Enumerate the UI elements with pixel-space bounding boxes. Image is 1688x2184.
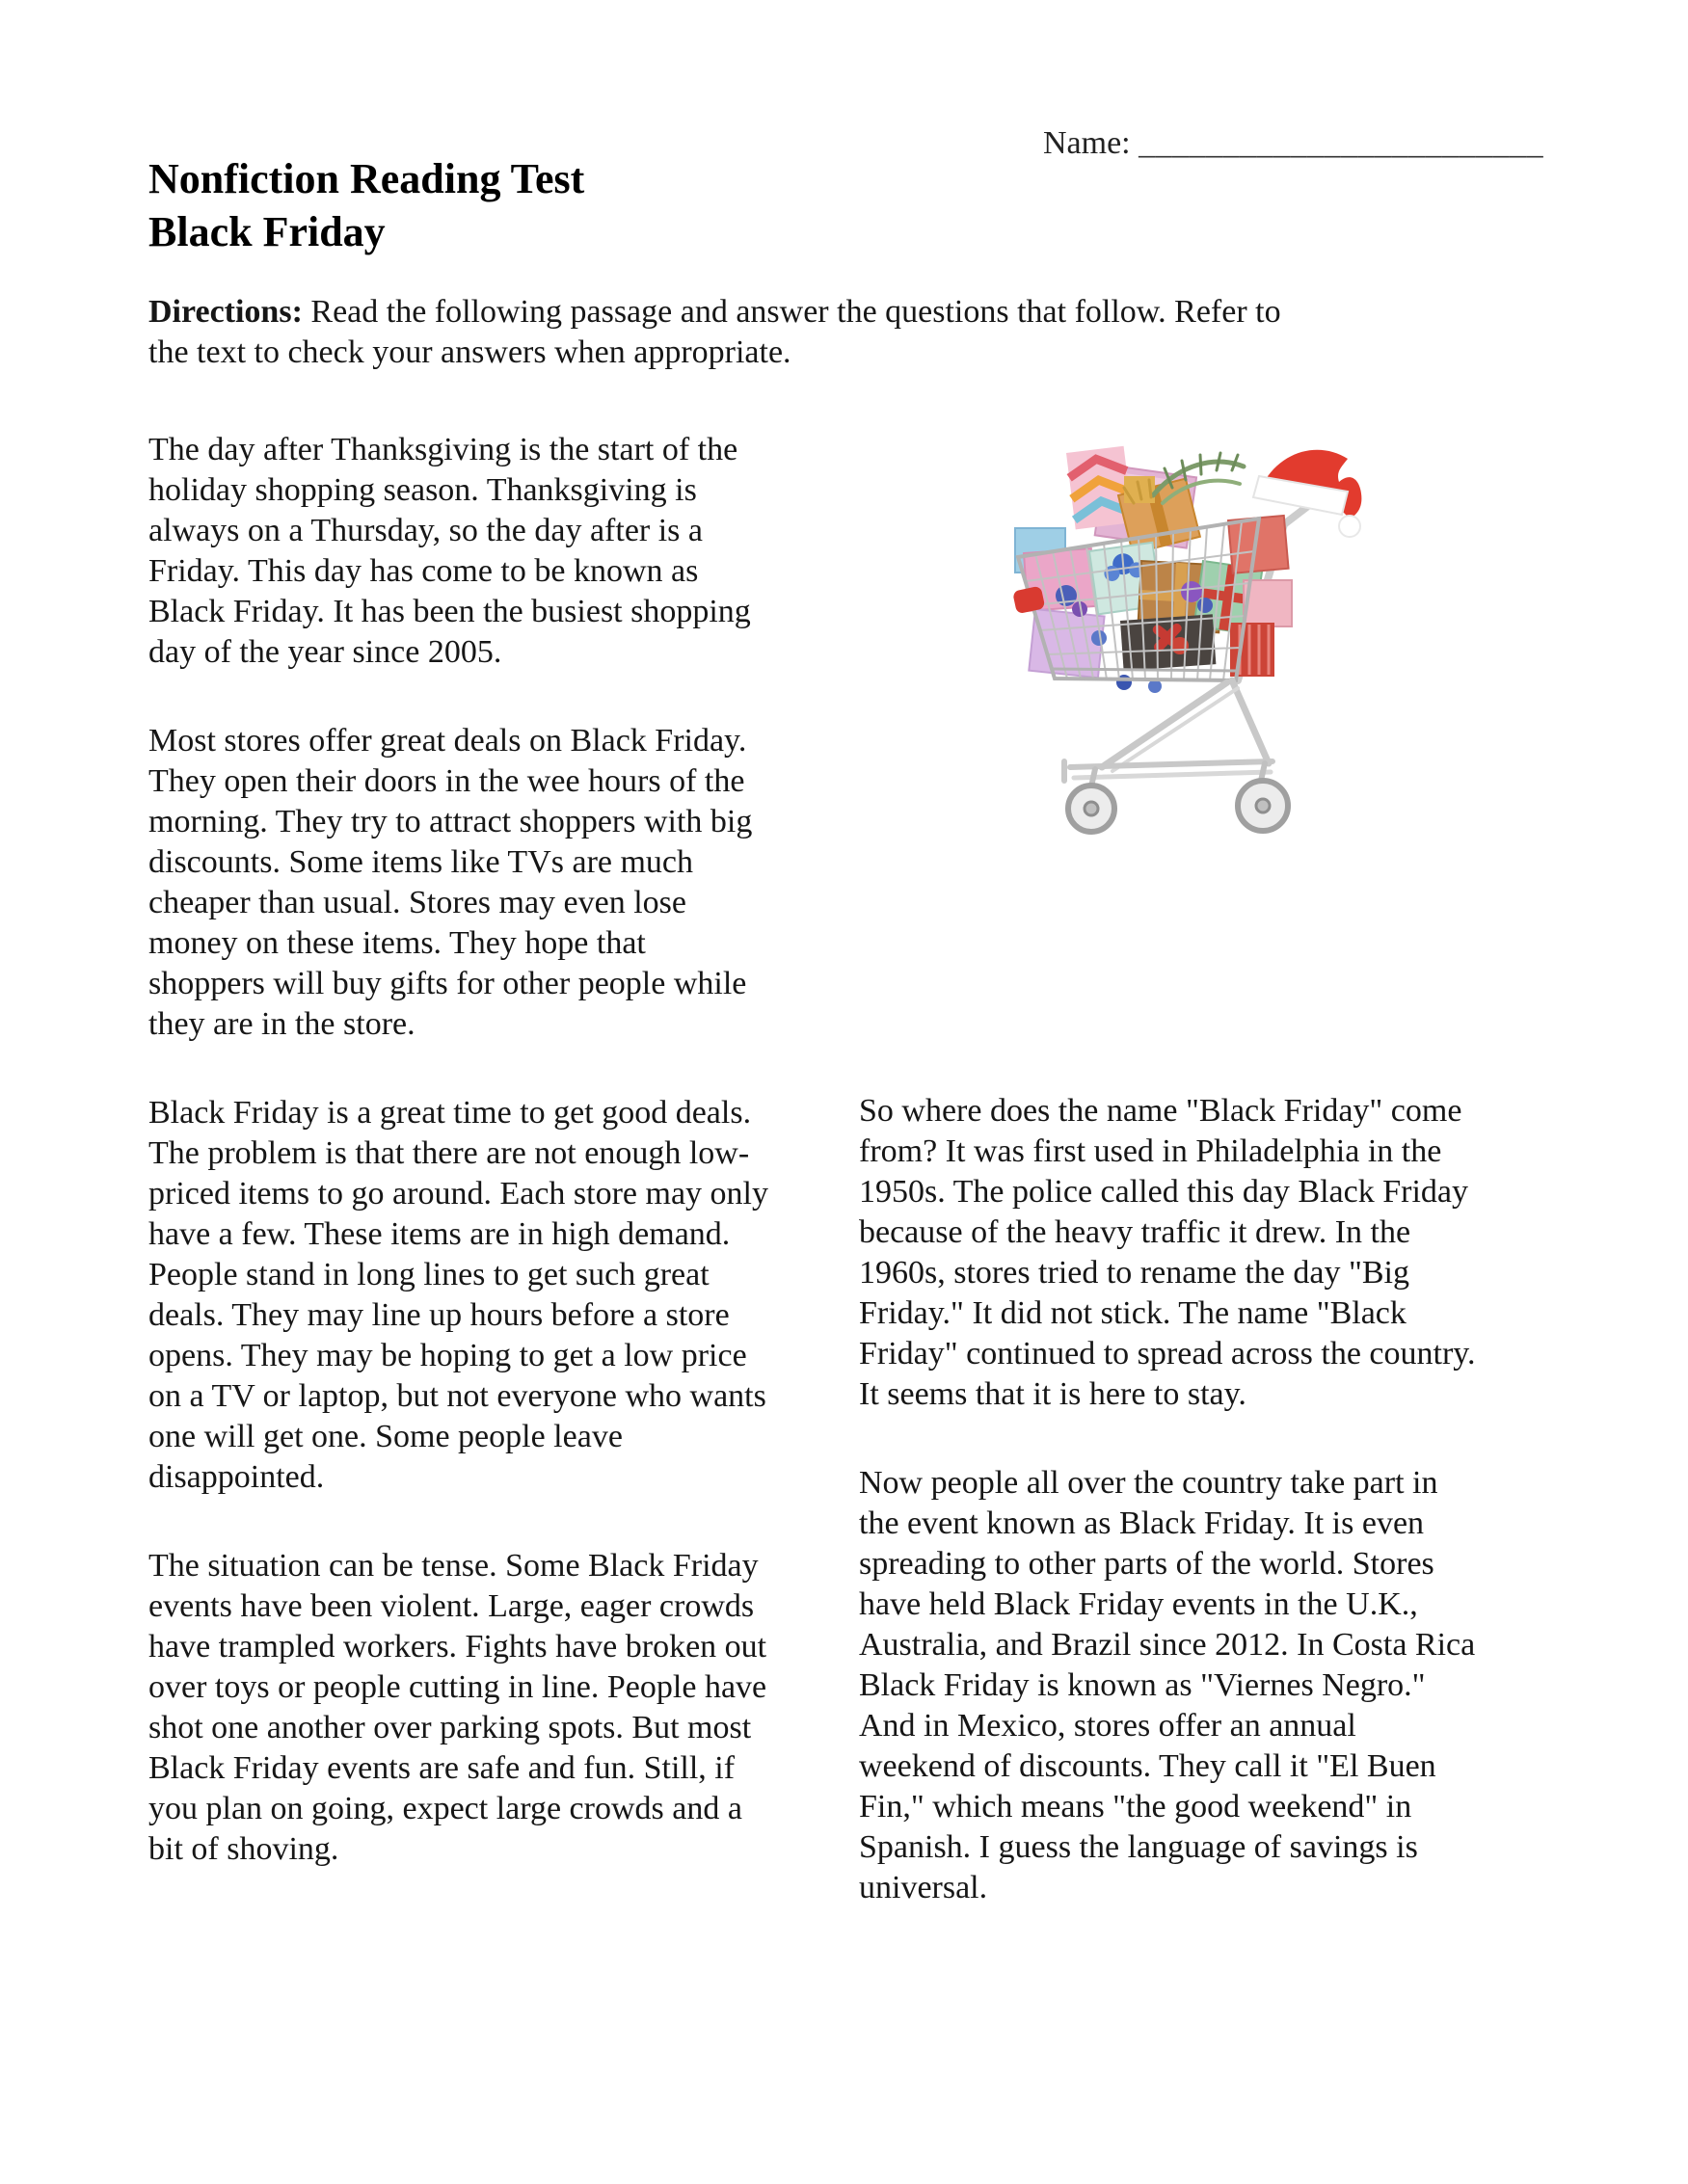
text-line: discounts. Some items like TVs are much xyxy=(148,844,694,880)
text-line: shoppers will buy gifts for other people while xyxy=(148,966,747,1001)
name-row xyxy=(1043,123,1543,164)
paragraph-1 xyxy=(148,430,838,673)
directions-label: Directions: xyxy=(148,294,303,330)
text-line: on a TV or laptop, but not everyone who wants xyxy=(148,1378,766,1414)
paragraph-3 xyxy=(148,1093,838,1498)
text-line: So where does the name "Black Friday" come xyxy=(859,1093,1462,1129)
name-label: Name: xyxy=(1043,125,1131,161)
shopping-cart-gifts-illustration xyxy=(1010,439,1384,842)
text-line: weekend of discounts. They call it "El Buen xyxy=(859,1748,1436,1784)
directions-text-line-2: the text to check your answers when appropriate. xyxy=(148,334,791,370)
text-line: shot one another over parking spots. But most xyxy=(148,1710,752,1745)
text-line: events have been violent. Large, eager crowds xyxy=(148,1588,755,1624)
paragraph-6 xyxy=(859,1463,1548,1908)
text-line: day of the year since 2005. xyxy=(148,634,502,670)
directions xyxy=(148,292,1281,373)
text-line: Friday. This day has come to be known as xyxy=(148,553,699,589)
text-line: spreading to other parts of the world. Stores xyxy=(859,1546,1434,1582)
text-line: Most stores offer great deals on Black Friday. xyxy=(148,723,747,759)
text-line: universal. xyxy=(859,1870,988,1905)
paragraph-5 xyxy=(859,1091,1548,1415)
passage-left-column xyxy=(148,430,838,1918)
paragraph-4 xyxy=(148,1546,838,1870)
text-line: you plan on going, expect large crowds and a xyxy=(148,1791,742,1826)
text-line: The situation can be tense. Some Black Friday xyxy=(148,1548,759,1584)
text-line: from? It was first used in Philadelphia in the xyxy=(859,1133,1442,1169)
text-line: they are in the store. xyxy=(148,1006,415,1042)
text-line: Australia, and Brazil since 2012. In Costa Rica xyxy=(859,1627,1476,1663)
text-line: And in Mexico, stores offer an annual xyxy=(859,1708,1356,1744)
paragraph-2 xyxy=(148,721,838,1045)
text-line: holiday shopping season. Thanksgiving is xyxy=(148,472,697,508)
text-line: because of the heavy traffic it drew. In the xyxy=(859,1214,1411,1250)
text-line: morning. They try to attract shoppers with big xyxy=(148,804,753,839)
text-line: money on these items. They hope that xyxy=(148,925,646,961)
text-line: one will get one. Some people leave xyxy=(148,1419,623,1454)
cart-frame xyxy=(1064,680,1273,781)
passage-right-column xyxy=(859,1091,1548,1957)
text-line: The day after Thanksgiving is the start of the xyxy=(148,432,738,467)
name-blank-line: ________________________ xyxy=(1139,125,1544,161)
text-line: 1960s, stores tried to rename the day "Big xyxy=(859,1255,1409,1291)
text-line: Black Friday. It has been the busiest shopping xyxy=(148,594,751,629)
text-line: have held Black Friday events in the U.K., xyxy=(859,1586,1418,1622)
text-line: have trampled workers. Fights have broken out xyxy=(148,1629,767,1665)
title-line-2: Black Friday xyxy=(148,208,386,255)
directions-text-line-1: Read the following passage and answer the questions that follow. Refer to xyxy=(310,294,1281,330)
text-line: opens. They may be hoping to get a low price xyxy=(148,1338,747,1373)
text-line: the event known as Black Friday. It is even xyxy=(859,1505,1425,1541)
text-line: over toys or people cutting in line. People have xyxy=(148,1669,767,1705)
text-line: Black Friday is known as "Viernes Negro." xyxy=(859,1667,1426,1703)
text-line: It seems that it is here to stay. xyxy=(859,1376,1246,1412)
text-line: 1950s. The police called this day Black Friday xyxy=(859,1174,1469,1210)
text-line: Black Friday events are safe and fun. Still, if xyxy=(148,1750,736,1786)
text-line: Friday." It did not stick. The name "Black xyxy=(859,1295,1407,1331)
page-title xyxy=(148,152,584,258)
text-line: Friday" continued to spread across the country. xyxy=(859,1336,1476,1372)
text-line: bit of shoving. xyxy=(148,1831,339,1867)
text-line: Black Friday is a great time to get good deals. xyxy=(148,1095,752,1131)
text-line: The problem is that there are not enough low- xyxy=(148,1135,750,1171)
text-line: deals. They may line up hours before a store xyxy=(148,1297,730,1333)
text-line: always on a Thursday, so the day after is a xyxy=(148,513,703,548)
text-line: disappointed. xyxy=(148,1459,325,1495)
text-line: People stand in long lines to get such great xyxy=(148,1257,710,1292)
text-line: Fin," which means "the good weekend" in xyxy=(859,1789,1412,1824)
text-line: priced items to go around. Each store may only xyxy=(148,1176,768,1212)
text-line: Now people all over the country take part in xyxy=(859,1465,1438,1501)
text-line: Spanish. I guess the language of savings is xyxy=(859,1829,1418,1865)
text-line: cheaper than usual. Stores may even lose xyxy=(148,885,686,920)
title-line-1: Nonfiction Reading Test xyxy=(148,155,585,202)
text-line: have a few. These items are in high demand. xyxy=(148,1216,731,1252)
text-line: They open their doors in the wee hours of the xyxy=(148,763,745,799)
